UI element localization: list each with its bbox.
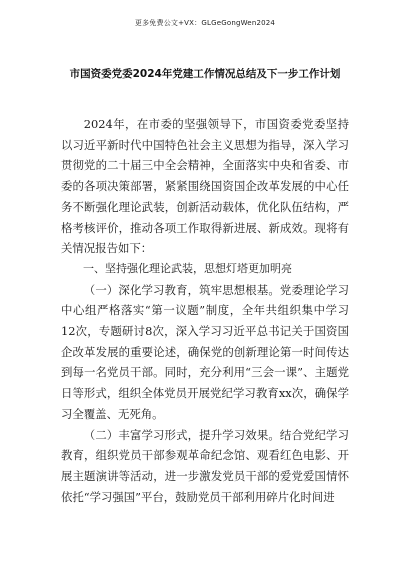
paragraph-intro: 2024年，在市委的坚强领导下，市国资委党委坚持以习近平新时代中国特色社会主义思想为指导，深入学习贯彻党的二十届三中全会精神，全面落实中央和省委、市委的各项决策部署，紧紧围绕国资国企改革发展的中心任务不断强化理论武装，创新活动载体，优化队伍结构，严格考核评价，推动各项工作取得新进展、新成效。现将有关情况报告如下：	[61, 117, 349, 256]
document-body	[61, 114, 349, 507]
paragraph-item-2: （二）丰富学习形式，提升学习效果。结合党纪学习教育，组织党员干部参观革命纪念馆、观看红色电影、开展主题演讲等活动，进一步激发党员干部的爱党爱国情怀依托“学习强国”平台，鼓励党员干部利用碎片化时间进	[61, 427, 349, 504]
paragraph-item-1: （一）深化学习教育，筑牢思想根基。党委理论学习中心组严格落实“第一议题”制度，全年共组织集中学习12次，专题研讨8次，深入学习习近平总书记关于国资国企改革发展的重要论述，确保党的创新理论第一时间传达到每一名党员干部。同时，充分利用“三会一课”、主题党日等形式，组织全体党员开展党纪学习教育xx次，确保学习全覆盖、无死角。	[61, 282, 349, 421]
header-note: 更多免费公文+VX：GLGeGongWen2024	[134, 19, 276, 27]
document-title: 市国资委党委2024年党建工作情况总结及下一步工作计划	[69, 68, 341, 80]
section-heading-1: 一、坚持强化理论武装，思想灯塔更加明亮	[83, 261, 292, 275]
